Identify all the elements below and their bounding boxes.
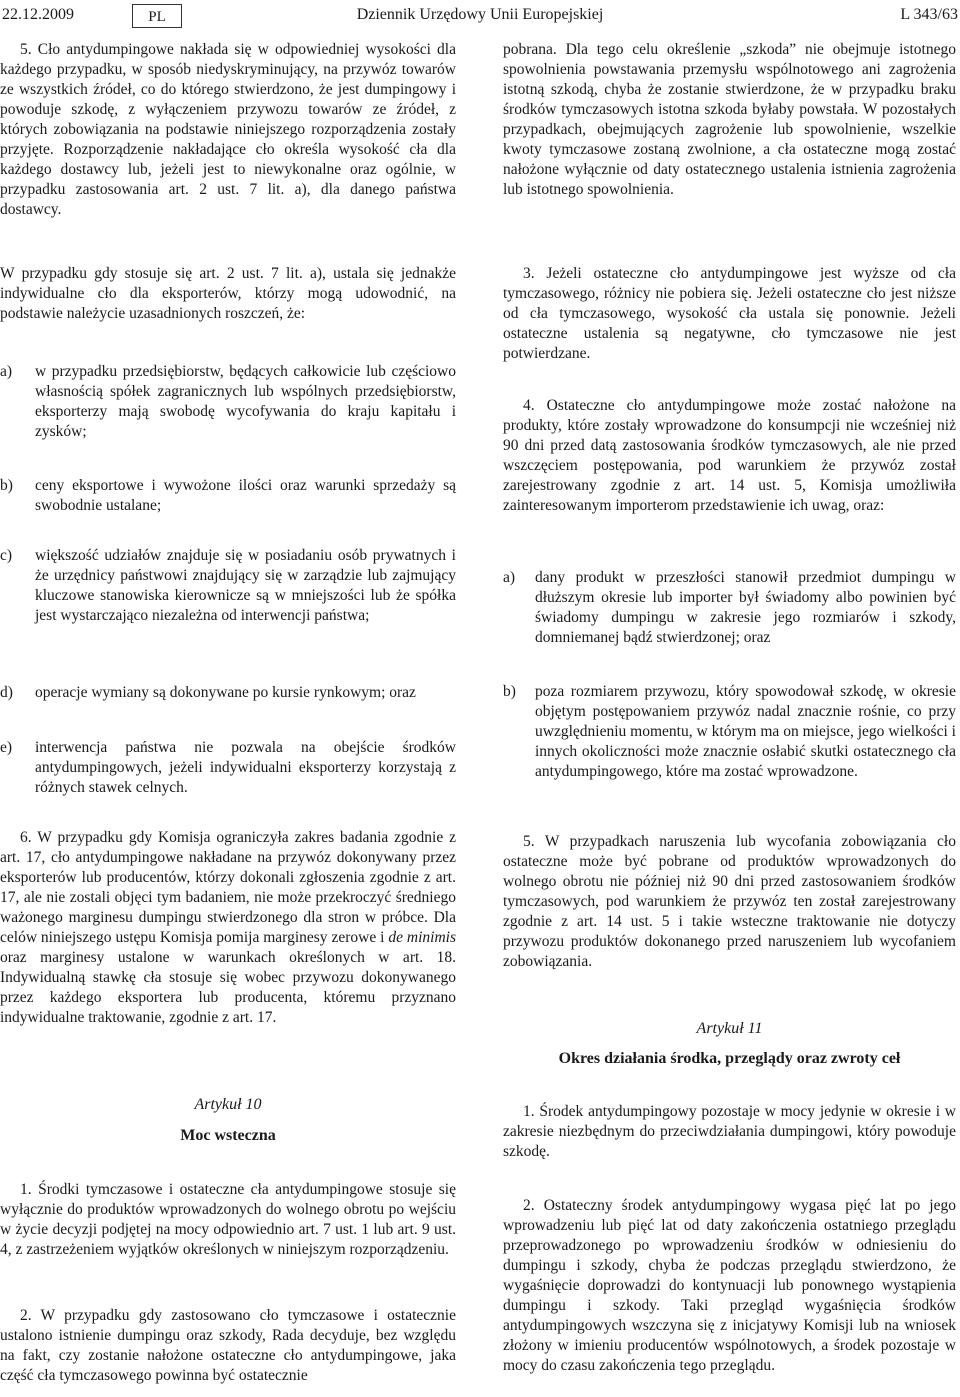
paragraph-text: 2. Ostateczny środek antydumpingowy wygasa pięć lat po jego wprowadzeniu lub pięć lat od daty zakończenia ostatniego przeglądu przeprowadzonego po wprowadzeniu środków w odniesieniu do dumpingu i szkody, chyba że podczas przeglądu stwierdzono, że wygaśnięcie doprowadzi do kontynuacji lub ponownego wystąpienia dumpingu i szkody. Taki przegląd wygaśnięcia środków antydumpingowych wszczyna się z inicjatywy Komisji lub na wniosek złożony w imieniu producentów wspólnotowych, a środek pozostaje w mocy do czasu zakończenia tego przeglądu. <box>503 1197 956 1374</box>
left-paragraph-6 <box>0 828 456 1028</box>
article-10-paragraph-1 <box>0 1180 456 1260</box>
article-11-paragraph-2 <box>503 1196 956 1376</box>
article-11-paragraph-1 <box>503 1102 956 1162</box>
left-paragraph-5 <box>0 40 456 220</box>
right-paragraph-3 <box>503 264 956 364</box>
paragraph-text: pobrana. Dla tego celu określenie „szkoda” nie obejmuje istotnego spowolnienia powstawania przemysłu wspólnotowego ani zagrożenia istotną szkodą, chyba że zostanie stwierdzone, że w przypadku braku środków tymczasowych istotna szkoda byłaby powstała. W pozostałych przypadkach, obejmujących zagrożenie lub spowolnienie, wszelkie kwoty tymczasowe zostaną zwolnione, a cła ostateczne mogą zostać nałożone wyłącznie od daty ostatecznego ustalenia istnienia zagrożenia lub istotnego spowolnienia. <box>503 41 956 198</box>
paragraph-text: 3. Jeżeli ostateczne cło antydumpingowe jest wyższe od cła tymczasowego, różnicy nie pobiera się. Jeżeli ostateczne cło jest niższe od cła tymczasowego, wysokość cła ustala się ponownie. Jeżeli ostateczne ustalenia są negatywne, cło tymczasowe nie jest potwierdzane. <box>503 265 956 362</box>
paragraph-text <box>0 828 456 1028</box>
item-text: w przypadku przedsiębiorstw, będących całkowicie lub częściowo własnością spółek zagranicznych lub wspólnych przedsiębiorstw, eksporterzy mają swobodę wycofywania do kraju kapitału i zysków; <box>35 363 456 440</box>
paragraph-text: 5. W przypadkach naruszenia lub wycofania zobowiązania cło ostateczne może być pobrane od produktów wprowadzonych do wolnego obrotu nie później niż 90 dni przed zastosowaniem środków tymczasowych, pod warunkiem że przywóz ten został zarejestrowany zgodnie z art. 14 ust. 5 i takie wsteczne traktowanie nie dotyczy przywozu produktów dokonanego przed naruszeniem lub wycofaniem zobowiązania. <box>503 833 956 970</box>
item-text: większość udziałów znajduje się w posiadaniu osób prywatnych i że urzędnicy państwowi znajdujący się w zarządzie lub zajmujący kluczowe stanowiska kierownicze są w mniejszości lub że spółka jest wystarczająco niezależna od interwencji państwa; <box>35 547 456 624</box>
right-paragraph-4 <box>503 396 956 516</box>
language-box: PL <box>132 4 182 28</box>
article-10-title: Moc wsteczna <box>180 1127 276 1144</box>
paragraph-text: 5. Cło antydumpingowe nakłada się w odpowiedniej wysokości dla każdego przypadku, w sposób niedyskryminujący, na przywóz towarów ze wszystkich źródeł, co do którego stwierdzono, że jest dumpingowy i powoduje szkodę, z wyłączeniem przywozu towarów ze źródeł, z których zobowiązania na podstawie niniejszego rozporządzenia zostały przyjęte. Rozporządzenie nakładające cło określa wysokość cła dla każdego dostawcy lub, jeżeli jest to niewykonalne oraz ogólnie, w przypadku zastosowania art. 2 ust. 7 lit. a), dla danego państwa dostawcy. <box>0 41 456 218</box>
page-header <box>0 0 960 38</box>
item-label: b) <box>0 477 13 494</box>
left-intro-paragraph <box>0 264 456 324</box>
paragraph-6-part-2: oraz marginesy ustalone w warunkach określonych w art. 18. Indywidualną stawkę cła stosuje się wobec przywozu dokonywanego przez każdego eksportera lub producenta, któremu przyznano indywidualne traktowanie, zgodnie z art. 17. <box>0 949 456 1026</box>
right-continuation-paragraph <box>503 40 956 200</box>
item-text: operacje wymiany są dokonywane po kursie rynkowym; oraz <box>35 684 416 701</box>
item-label: e) <box>0 739 13 756</box>
paragraph-text: 4. Ostateczne cło antydumpingowe może zostać nałożone na produkty, które zostały wprowadzone do konsumpcji nie wcześniej niż 90 dni przed datą zastosowania środków tymczasowych, ale nie przed wszczęciem postępowania, pod warunkiem że przywóz został zarejestrowany zgodnie z art. 14 ust. 5, Komisja umożliwiła zainteresowanym importerom przedstawienie ich uwag, oraz: <box>503 397 956 514</box>
header-date: 22.12.2009 <box>2 6 74 23</box>
paragraph-text: 1. Środek antydumpingowy pozostaje w mocy jedynie w okresie i w zakresie niezbędnym do przeciwdziałania dumpingowi, który powoduje szkodę. <box>503 1103 956 1160</box>
item-label: a) <box>503 569 516 586</box>
de-minimis-term: de minimis <box>388 929 456 946</box>
right-paragraph-5 <box>503 832 956 972</box>
item-text: interwencja państwa nie pozwala na obejście środków antydumpingowych, jeżeli indywidualni eksporterzy korzystają z różnych stawek celnych. <box>35 739 456 796</box>
paragraph-text: 1. Środki tymczasowe i ostateczne cła antydumpingowe stosuje się wyłącznie do produktów wprowadzonych do wolnego obrotu po wejściu w życie decyzji podjętej na mocy odpowiednio art. 7 ust. 1 lub art. 9 ust. 4, z zastrzeżeniem wyjątków określonych w niniejszym rozporządzeniu. <box>0 1181 456 1258</box>
item-text: ceny eksportowe i wywożone ilości oraz warunki sprzedaży są swobodnie ustalane; <box>35 477 456 514</box>
item-label: b) <box>503 683 516 700</box>
journal-title: Dziennik Urzędowy Unii Europejskiej <box>356 6 604 23</box>
article-10-number: Artykuł 10 <box>194 1096 262 1113</box>
article-11-title: Okres działania środka, przeglądy oraz zwroty ceł <box>558 1050 901 1067</box>
paragraph-6-part-1: 6. W przypadku gdy Komisja ograniczyła zakres badania zgodnie z art. 17, cło antydumpingowe nakładane na przywóz dokonywany przez eksporterów lub producentów, którzy dokonali zgłoszenia zgodnie z art. 17, ale nie zostali objęci tym badaniem, nie może przekroczyć średniego ważonego marginesu dumpingu stwierdzonego dla stron w próbce. Dla celów niniejszego ustępu Komisja pomija marginesy zerowe i <box>0 829 456 946</box>
item-text: poza rozmiarem przywozu, który spowodował szkodę, w okresie objętym postępowaniem przywóz nadal znacznie rośnie, co przy uwzględnieniu momentu, w którym ma on miejsce, jego wielkości i innych okoliczności może znacznie osłabić skutki ostatecznego cła antydumpingowego, które ma zostać wprowadzone. <box>535 683 956 780</box>
item-label: a) <box>0 363 13 380</box>
item-label: d) <box>0 684 13 701</box>
paragraph-text: 2. W przypadku gdy zastosowano cło tymczasowe i ostatecznie ustalono istnienie dumpingu oraz szkody, Rada decyduje, bez względu na fakt, czy zostanie nałożone ostateczne cło antydumpingowe, jaka część cła tymczasowego powinna być ostatecznie <box>0 1307 456 1384</box>
item-text: dany produkt w przeszłości stanowił przedmiot dumpingu w dłuższym okresie lub importer był świadomy albo powinien być świadomy dumpingu w zakresie jego rozmiarów i szkody, domniemanej bądź stwierdzonej; oraz <box>535 569 956 646</box>
page-reference: L 343/63 <box>900 6 958 23</box>
item-label: c) <box>0 547 13 564</box>
paragraph-text: W przypadku gdy stosuje się art. 2 ust. 7 lit. a), ustala się jednakże indywidualne cło dla eksporterów, którzy mogą udowodnić, na podstawie należycie uzasadnionych roszczeń, że: <box>0 265 456 322</box>
article-10-paragraph-2 <box>0 1306 456 1386</box>
article-11-number: Artykuł 11 <box>696 1020 763 1037</box>
